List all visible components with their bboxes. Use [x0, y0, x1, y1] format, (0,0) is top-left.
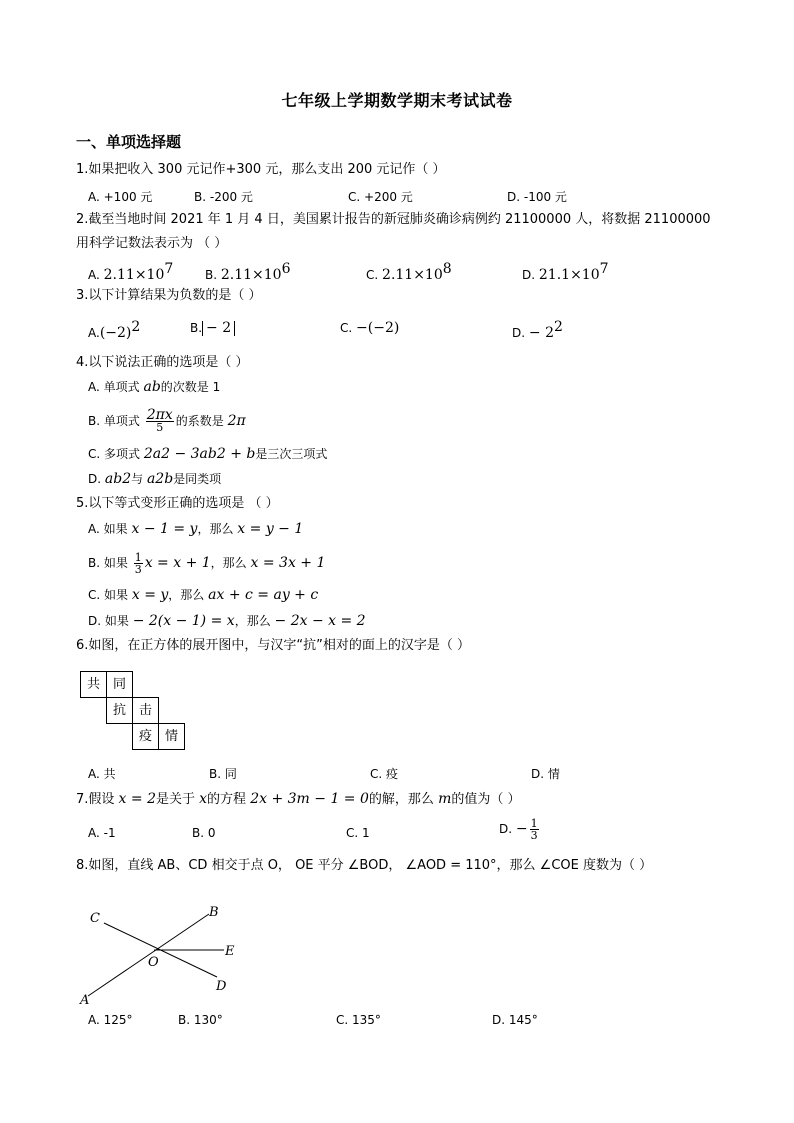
q5-option-math: − 2x − x = 2: [274, 613, 366, 629]
q2-option-math: 21.1×10: [538, 267, 600, 283]
q5-option-prefix: C. 如果: [88, 588, 129, 602]
net-cell: 同: [106, 671, 133, 698]
q2-option-label: A.: [88, 268, 100, 282]
q3-option-label: C.: [340, 321, 353, 335]
q4-option-value: 2π: [227, 413, 246, 429]
q2-option-c[interactable]: [366, 262, 452, 283]
q3-option-abs: − 2: [202, 321, 235, 336]
q4-option-suffix: 的次数是 1: [160, 380, 221, 394]
q6-option-c[interactable]: C. 疫: [370, 767, 399, 781]
q4-fraction: [146, 407, 174, 434]
q8-option-b[interactable]: B. 130°: [178, 1013, 223, 1027]
net-cell: 抗: [106, 697, 133, 724]
q2-option-b[interactable]: [205, 262, 291, 283]
q5-option-prefix: A. 如果: [88, 522, 128, 536]
q8-option-d[interactable]: D. 145°: [492, 1013, 538, 1027]
q7-text: 的方程: [207, 792, 247, 807]
q4-option-c[interactable]: [88, 446, 327, 462]
q8-option-c[interactable]: C. 135°: [336, 1013, 381, 1027]
question-3: 3.以下计算结果为负数的是（ ）: [76, 288, 262, 303]
fraction-numerator: 1: [134, 551, 142, 564]
q4-option-math: ab: [143, 379, 161, 395]
q2-option-exp: 8: [442, 261, 452, 277]
question-8: 8.如图，直线 AB、CD 相交于点 O， OE 平分 ∠BOD， ∠AOD = 110°，那么 ∠COE 度数为（ ）: [76, 858, 653, 873]
question-2: 2.截至当地时间 2021 年 1 月 4 日，美国累计报告的新冠肺炎确诊病例约 21100000 人，将数据 21100000 用科学记数法表示为 （ ）: [76, 212, 711, 251]
q5-option-middle: ，那么: [210, 556, 247, 570]
q4-option-b[interactable]: [88, 407, 246, 434]
q4-option-math: 2a2 − 3ab2 + b: [143, 446, 256, 462]
q5-option-b[interactable]: [88, 552, 325, 575]
fraction-denominator: 3: [530, 829, 538, 842]
q1-option-b[interactable]: B. -200 元: [194, 190, 253, 204]
q5-option-a[interactable]: [88, 521, 303, 537]
question-4: 4.以下说法正确的选项是（ ）: [76, 355, 249, 370]
q4-option-suffix: 是三次三项式: [255, 447, 328, 461]
q3-option-label: A.: [88, 326, 100, 340]
page-title: 七年级上学期数学期末考试试卷: [281, 91, 513, 110]
q4-option-prefix: B. 单项式: [88, 414, 140, 428]
q4-option-middle: 的系数是: [175, 414, 224, 428]
q2-option-exp: 7: [164, 261, 174, 277]
net-cell: 击: [132, 697, 159, 724]
q7-option-label: D.: [499, 822, 513, 836]
q5-option-math: x = 3x + 1: [250, 555, 326, 571]
q5-option-c[interactable]: [88, 587, 318, 603]
q7-text: 的解，那么: [368, 792, 434, 807]
q8-option-a[interactable]: A. 125°: [88, 1013, 133, 1027]
intersecting-lines-figure: [74, 900, 244, 1008]
q1-option-c[interactable]: C. +200 元: [348, 190, 413, 204]
point-label-d: D: [216, 979, 227, 994]
q7-math: 2x + 3m − 1 = 0: [250, 791, 369, 807]
q4-option-prefix: C. 多项式: [88, 447, 141, 461]
q3-option-label: D.: [512, 326, 526, 340]
q5-option-middle: ，那么: [197, 522, 234, 536]
q6-option-d[interactable]: D. 情: [531, 767, 560, 781]
q2-option-d[interactable]: [522, 262, 609, 283]
q2-option-exp: 7: [599, 261, 609, 277]
q3-option-exp: 2: [131, 319, 141, 335]
q5-option-d[interactable]: [88, 613, 366, 629]
q5-option-math: x = x + 1: [144, 555, 211, 571]
q2-option-label: B.: [205, 268, 218, 282]
q2-option-label: C.: [366, 268, 379, 282]
q3-option-math: − 2: [528, 325, 554, 341]
q2-option-a[interactable]: [88, 262, 173, 283]
point-label-b: B: [209, 905, 219, 920]
q5-option-prefix: D. 如果: [88, 614, 129, 628]
fraction-numerator: 2πx: [146, 407, 173, 423]
q4-option-math: ab2: [104, 471, 132, 487]
q7-option-d[interactable]: [499, 818, 541, 841]
q3-option-d[interactable]: [512, 320, 563, 341]
question-7: [76, 790, 520, 809]
q4-option-a[interactable]: [88, 379, 220, 395]
point-label-c: C: [90, 911, 100, 926]
cube-net-figure: [80, 671, 190, 753]
q3-option-math: (−2): [99, 325, 132, 341]
fraction-numerator: 1: [530, 817, 538, 830]
q7-math: x = 2: [118, 791, 156, 807]
q1-option-a[interactable]: A. +100 元: [88, 190, 153, 204]
question-5: 5.以下等式变形正确的选项是 （ ）: [76, 496, 279, 511]
q7-text: 是关于: [155, 792, 195, 807]
point-label-a: A: [80, 993, 90, 1008]
q5-option-math: − 2(x − 1) = x: [132, 613, 235, 629]
q6-option-b[interactable]: B. 同: [209, 767, 237, 781]
q6-option-a[interactable]: A. 共: [88, 767, 116, 781]
q4-option-prefix: D.: [88, 472, 102, 486]
point-label-e: E: [225, 944, 235, 959]
point-label-o: O: [148, 955, 159, 970]
q4-option-math: a2b: [146, 471, 174, 487]
q1-option-d[interactable]: D. -100 元: [507, 190, 567, 204]
fraction-denominator: 3: [134, 563, 142, 576]
q4-option-suffix: 是同类项: [173, 472, 222, 486]
q5-option-middle: ，那么: [168, 588, 205, 602]
q5-option-math: x − 1 = y: [131, 521, 198, 537]
net-cell: 共: [80, 671, 107, 698]
q5-option-math: x = y: [131, 587, 169, 603]
q3-option-exp: 2: [553, 319, 563, 335]
q7-fraction: [530, 818, 539, 841]
question-1: 1.如果把收入 300 元记作+300 元，那么支出 200 元记作（ ）: [76, 162, 446, 177]
q4-option-middle: 与: [131, 472, 144, 486]
q2-option-math: 2.11×10: [382, 267, 443, 283]
q3-option-c[interactable]: [340, 320, 399, 336]
q7-option-c[interactable]: C. 1: [346, 826, 370, 840]
q2-option-math: 2.11×10: [103, 267, 165, 283]
q3-option-b[interactable]: [190, 320, 235, 336]
q5-option-middle: ，那么: [234, 614, 271, 628]
q2-option-math: 2.11×10: [220, 267, 282, 283]
net-cell: 情: [158, 723, 185, 750]
q5-option-math: ax + c = ay + c: [208, 587, 319, 603]
q7-option-sign: −: [515, 821, 528, 837]
q7-option-b[interactable]: B. 0: [192, 826, 216, 840]
q7-prefix: 7.假设: [76, 792, 115, 807]
net-cell: 疫: [132, 723, 159, 750]
fraction-denominator: 5: [156, 421, 164, 434]
q3-option-math: −(−2): [356, 320, 400, 336]
q7-suffix: 的值为（ ）: [451, 792, 521, 807]
question-6: 6.如图，在正方体的展开图中，与汉字“抗”相对的面上的汉字是（ ）: [76, 638, 471, 653]
q2-option-exp: 6: [281, 261, 291, 277]
q7-math: m: [438, 791, 452, 807]
section-heading: 一、单项选择题: [76, 133, 182, 151]
q5-fraction: [134, 552, 143, 575]
q3-option-label: B.: [190, 321, 203, 335]
q4-option-d[interactable]: [88, 471, 221, 487]
q7-option-a[interactable]: A. -1: [88, 826, 116, 840]
q4-option-prefix: A. 单项式: [88, 380, 140, 394]
q5-option-prefix: B. 如果: [88, 556, 128, 570]
q3-option-a[interactable]: [88, 320, 140, 341]
q2-option-label: D.: [522, 268, 536, 282]
q7-math: x: [199, 791, 208, 807]
q5-option-math: x = y − 1: [237, 521, 304, 537]
